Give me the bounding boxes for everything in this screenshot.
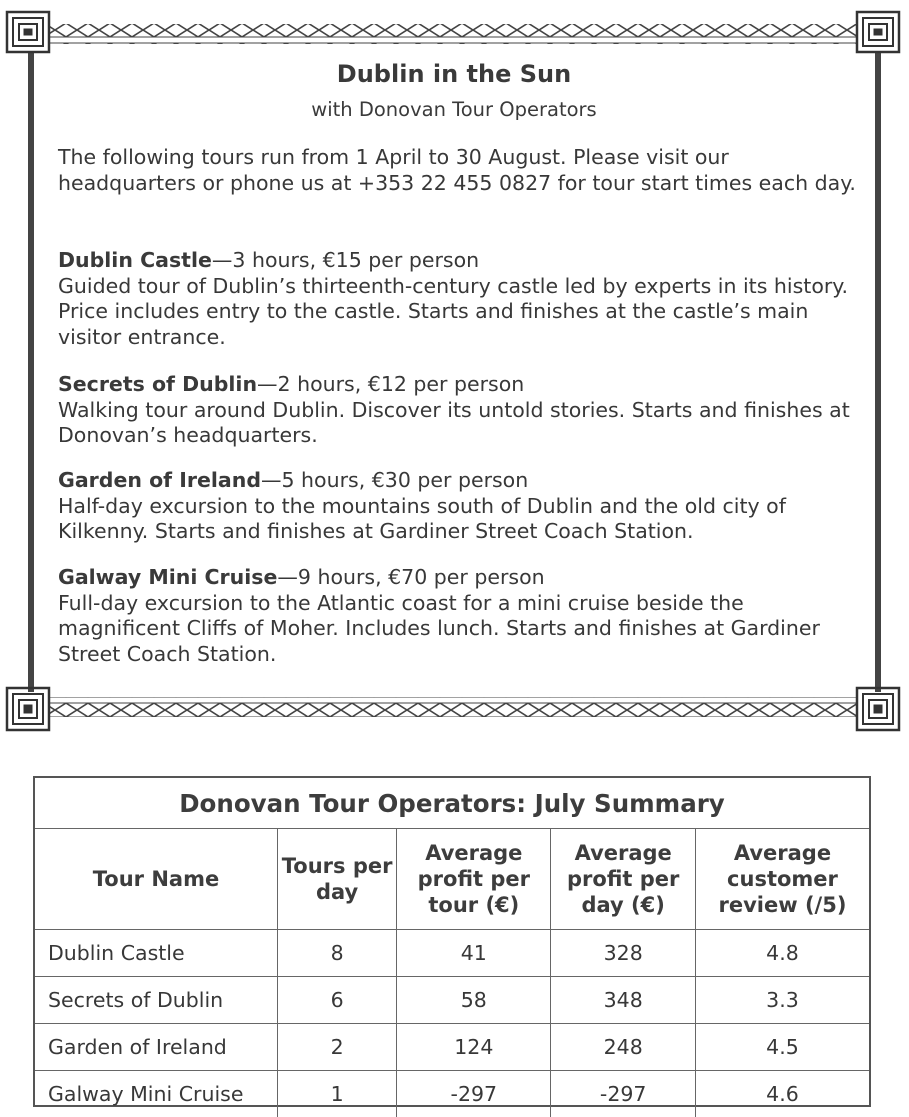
cell-profit-per-day: 248 [551,1024,696,1071]
tour-description: Half-day excursion to the mountains south of Dublin and the old city of Kilkenny. Starts and finishes at Gardiner Street Coach Station. [58,494,786,544]
table-header-row [35,829,869,930]
tour-description: Guided tour of Dublin’s thirteenth-century castle led by experts in its history. Price includes entry to the castle. Starts and finishes at the castle’s main visitor entrance. [58,274,848,349]
column-header: Average profit per day (€) [551,829,696,930]
tour-entry [58,372,870,449]
cell-tour-name: Dublin Castle [35,930,277,977]
tour-name: Galway Mini Cruise [58,565,277,589]
july-summary-table [33,776,871,1107]
table-row [35,1071,869,1117]
tour-duration-price: —5 hours, €30 per person [261,468,528,492]
tour-description: Walking tour around Dublin. Discover its untold stories. Starts and finishes at Donovan’s headquarters. [58,398,850,448]
cell-profit-per-tour: 58 [397,977,551,1024]
cell-tour-name: Secrets of Dublin [35,977,277,1024]
cell-tours-per-day: 6 [277,977,396,1024]
tour-entry [58,468,870,545]
cell-profit-per-tour: 124 [397,1024,551,1071]
column-header: Average customer review (/5) [695,829,869,930]
cell-tour-name: Galway Mini Cruise [35,1071,277,1117]
tour-entry [58,248,870,350]
tour-duration-price: —3 hours, €15 per person [212,248,479,272]
cell-tours-per-day: 1 [277,1071,396,1117]
corner-ornament-top-right [857,12,899,52]
tour-name: Secrets of Dublin [58,372,257,396]
cell-tour-name: Garden of Ireland [35,1024,277,1071]
tour-name: Dublin Castle [58,248,212,272]
tour-name: Garden of Ireland [58,468,261,492]
tour-duration-price: —9 hours, €70 per person [277,565,544,589]
cell-tours-per-day: 2 [277,1024,396,1071]
table-row [35,930,869,977]
column-header: Tours per day [277,829,396,930]
corner-ornament-top-left [7,12,49,52]
column-header: Tour Name [35,829,277,930]
table-row [35,1024,869,1071]
cell-profit-per-tour: -297 [397,1071,551,1117]
tour-entry [58,565,870,667]
tour-description: Full-day excursion to the Atlantic coast for a mini cruise beside the magnificent Cliffs of Moher. Includes lunch. Starts and finishes at Gardiner Street Coach Station. [58,591,820,666]
cell-review: 4.5 [695,1024,869,1071]
tour-duration-price: —2 hours, €12 per person [257,372,524,396]
corner-ornament-bottom-right [857,688,899,730]
column-header: Average profit per tour (€) [397,829,551,930]
corner-ornament-bottom-left [7,688,49,730]
table-row [35,977,869,1024]
flyer-subtitle: with Donovan Tour Operators [28,98,880,121]
cell-profit-per-tour: 41 [397,930,551,977]
cell-profit-per-day: -297 [551,1071,696,1117]
flyer-title: Dublin in the Sun [28,60,880,88]
table-title: Donovan Tour Operators: July Summary [35,778,869,829]
cell-tours-per-day: 8 [277,930,396,977]
cell-review: 3.3 [695,977,869,1024]
cell-profit-per-day: 328 [551,930,696,977]
cell-profit-per-day: 348 [551,977,696,1024]
cell-review: 4.6 [695,1071,869,1117]
cell-review: 4.8 [695,930,869,977]
intro-paragraph: The following tours run from 1 April to 30 August. Please visit our headquarters or phone us at +353 22 455 0827 for tour start times each day. [58,145,870,196]
